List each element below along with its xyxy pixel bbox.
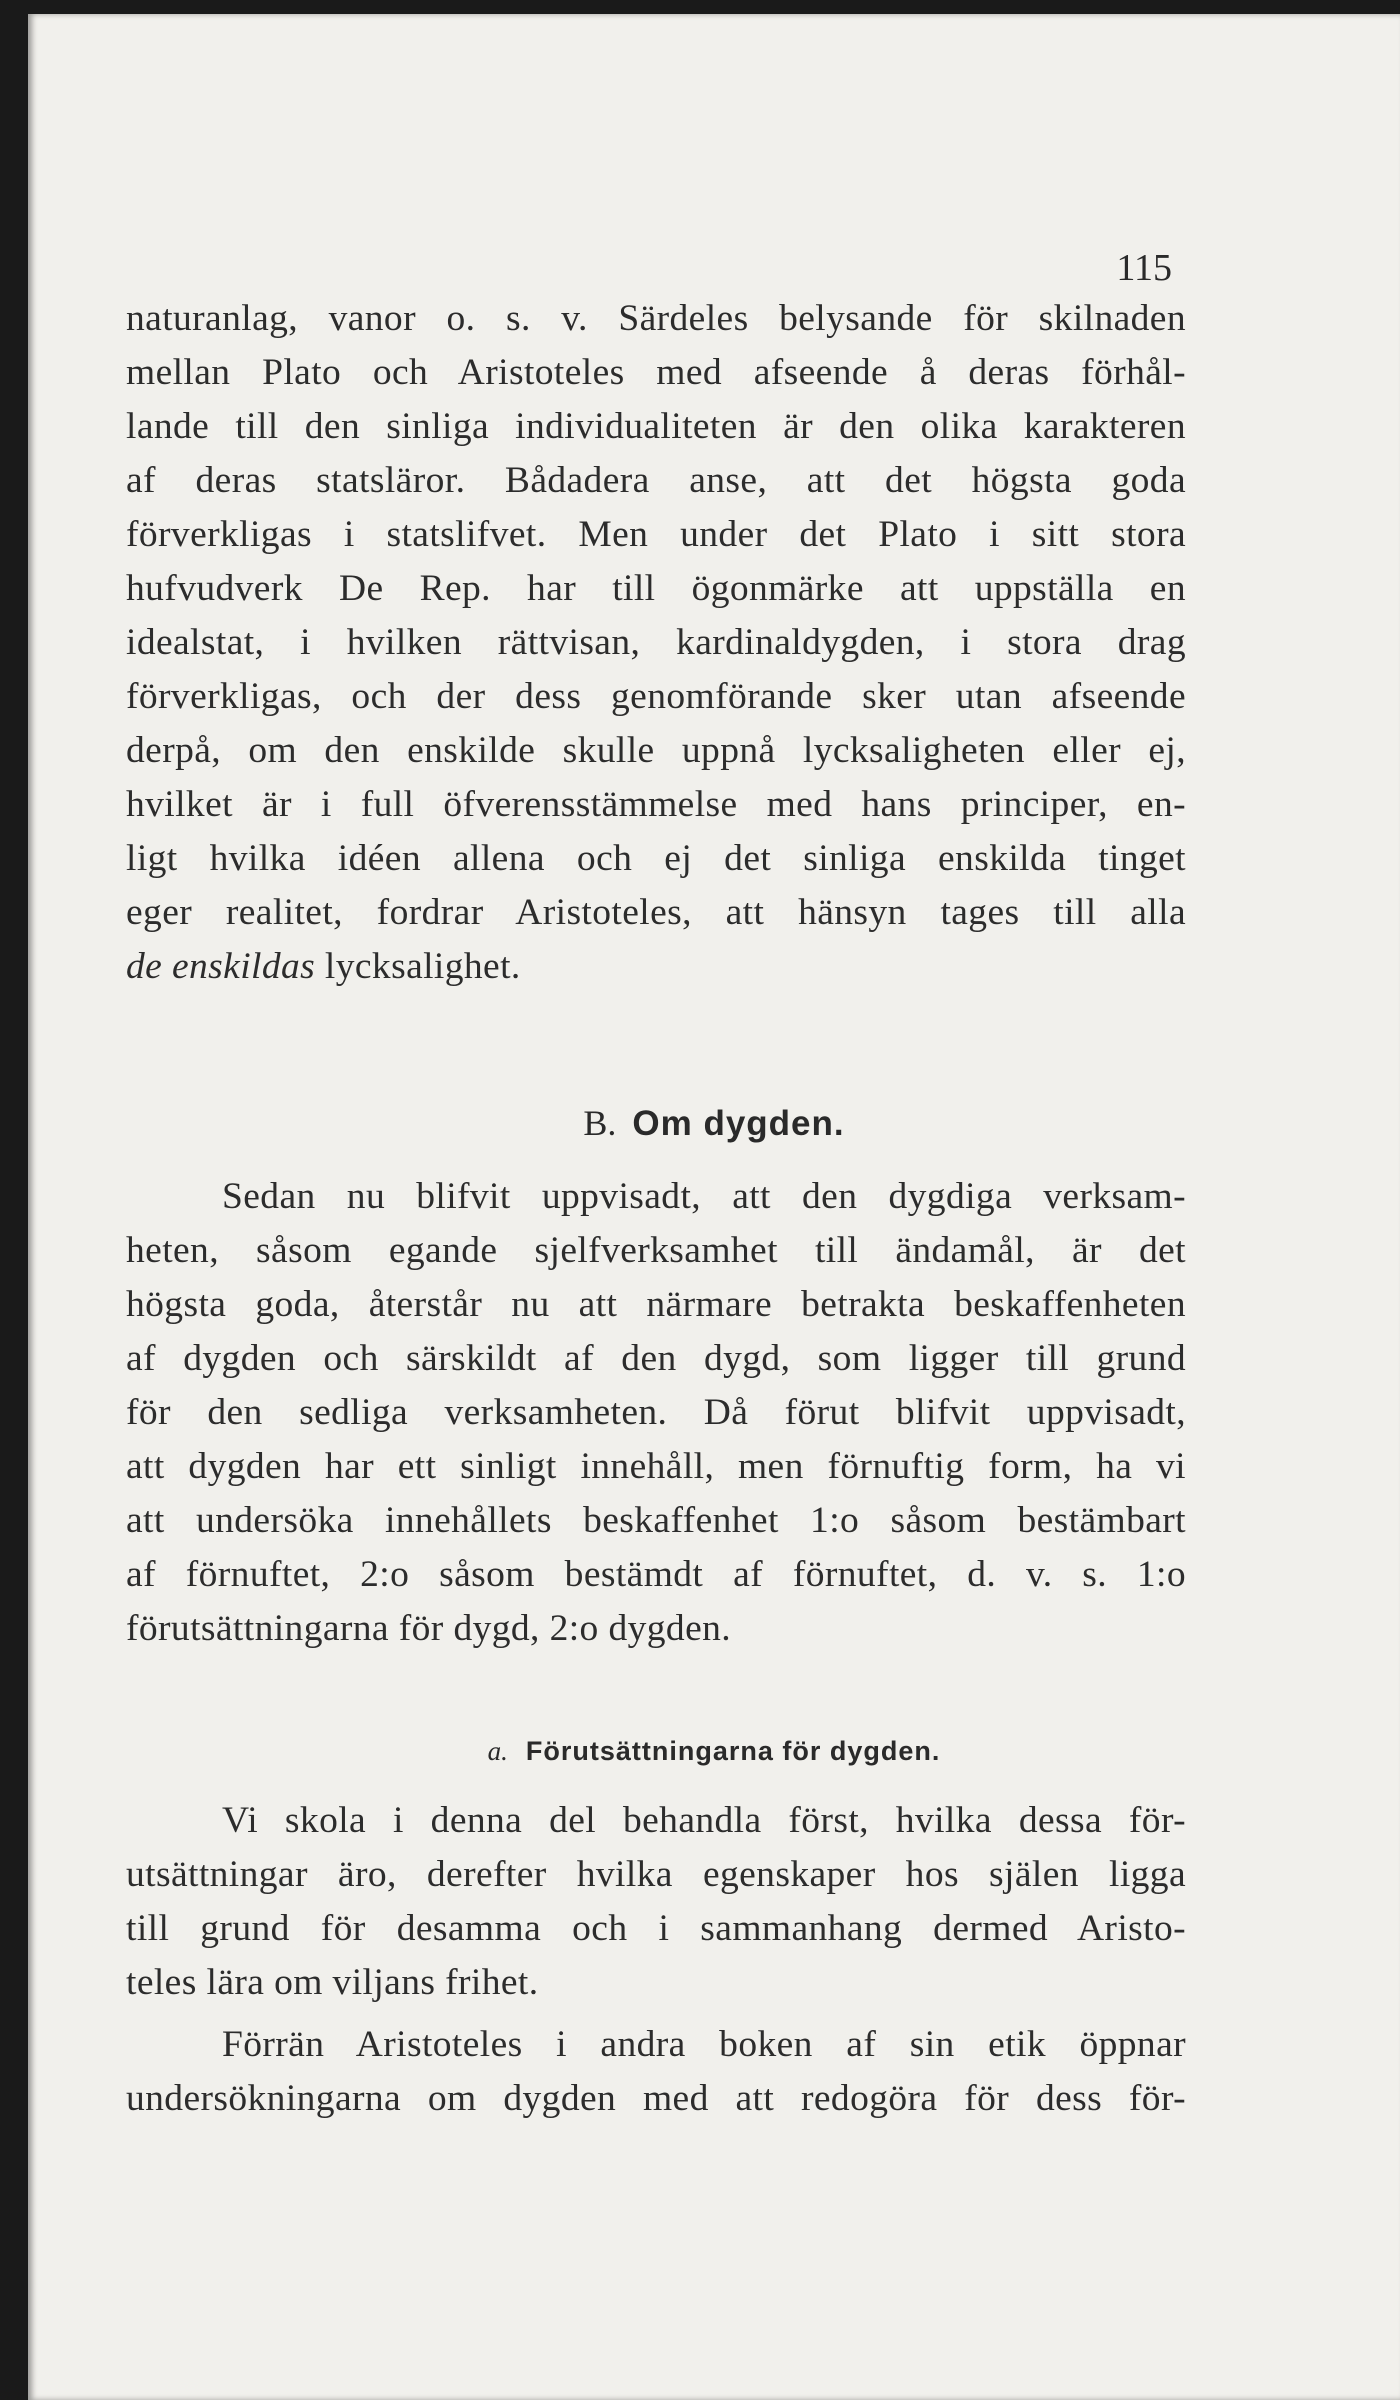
paragraph-2 [126,1170,1186,1656]
text-line: teles lära om viljans frihet. [126,1962,539,2003]
text-line-last [126,940,1186,994]
text-line: högsta goda, återstår nu att närmare betrakta beskaffenheten [126,1284,1186,1325]
section-letter: B. [583,1103,617,1143]
subsection-title: Förutsättningarna för dygden. [525,1736,941,1766]
paragraph-3 [126,1794,1186,2010]
text-line: undersökningarna om dygden med att redogöra för dess för- [126,2078,1186,2119]
text-line: för den sedliga verksamheten. Då förut blifvit uppvisadt, [126,1392,1186,1433]
text-line: af dygden och särskildt af den dygd, som ligger till grund [126,1338,1186,1379]
text-line: utsättningar äro, derefter hvilka egenskaper hos själen ligga [126,1854,1186,1895]
text-line: mellan Plato och Aristoteles med afseende å deras förhål- [126,352,1186,393]
italic-phrase: de enskildas [126,946,316,987]
text-fragment: lycksalighet. [315,946,521,987]
section-title: Om dygden. [632,1104,845,1143]
text-line: Förrän Aristoteles i andra boken af sin etik öppnar [222,2024,1186,2065]
text-line: Sedan nu blifvit uppvisadt, att den dygdiga verksam- [222,1176,1186,1217]
subsection-heading-a [28,1736,1400,1767]
text-line: hufvudverk De Rep. har till ögonmärke att uppställa en [126,568,1186,609]
text-line: till grund för desamma och i sammanhang dermed Aristo- [126,1908,1186,1949]
text-line: att undersöka innehållets beskaffenhet 1:o såsom bestämbart [126,1500,1186,1541]
text-line: af förnuftet, 2:o såsom bestämdt af förnuftet, d. v. s. 1:o [126,1554,1186,1595]
text-line: idealstat, i hvilken rättvisan, kardinaldygden, i stora drag [126,622,1186,663]
book-page [28,14,1400,2400]
text-line: lande till den sinliga individualiteten är den olika karakteren [126,406,1186,447]
paragraph-4 [126,2018,1186,2126]
text-line: Vi skola i denna del behandla först, hvilka dessa för- [222,1800,1186,1841]
text-line: af deras statsläror. Bådadera anse, att det högsta goda [126,460,1186,501]
text-line: förverkligas, och der dess genomförande sker utan afseende [126,676,1186,717]
text-line: eger realitet, fordrar Aristoteles, att hänsyn tages till alla [126,892,1186,933]
text-line: hvilket är i full öfverensstämmelse med hans principer, en- [126,784,1186,825]
page-number: 115 [1116,247,1172,289]
text-line: ligt hvilka idéen allena och ej det sinliga enskilda tinget [126,838,1186,879]
text-line: heten, såsom egande sjelfverksamhet till ändamål, är det [126,1230,1186,1271]
text-line: förverkligas i statslifvet. Men under det Plato i sitt stora [126,514,1186,555]
subsection-letter: a. [487,1736,508,1766]
paragraph-1 [126,292,1186,994]
text-line: naturanlag, vanor o. s. v. Särdeles belysande för skilnaden [126,298,1186,339]
text-line: förutsättningarna för dygd, 2:o dygden. [126,1608,732,1649]
text-line: att dygden har ett sinligt innehåll, men förnuftig form, ha vi [126,1446,1186,1487]
section-heading-b [28,1102,1400,1144]
text-line: derpå, om den enskilde skulle uppnå lycksaligheten eller ej, [126,730,1186,771]
